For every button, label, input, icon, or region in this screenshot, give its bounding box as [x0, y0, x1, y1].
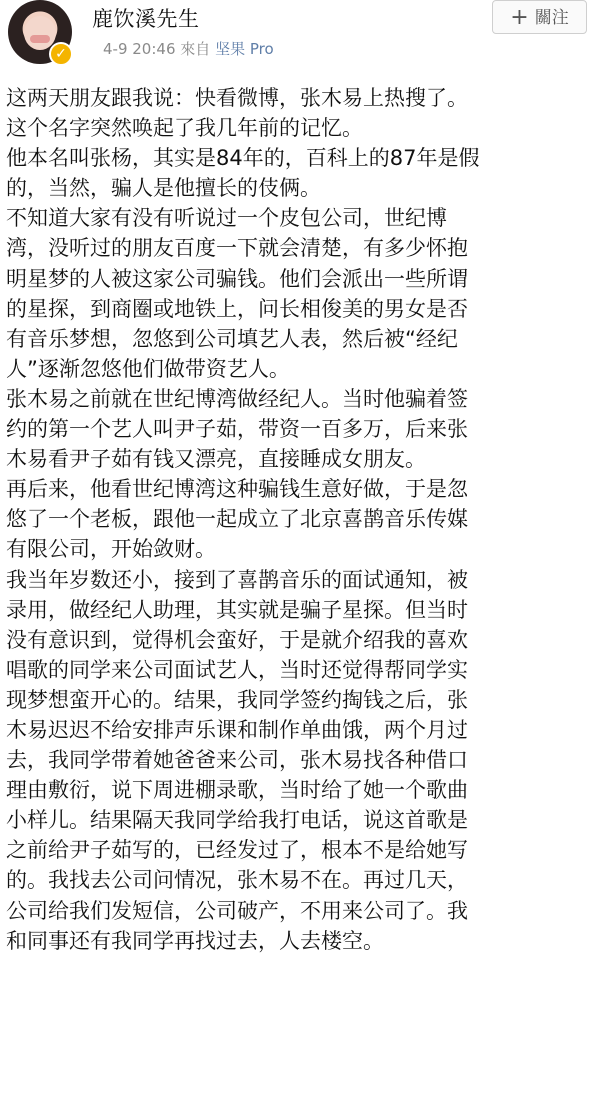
post-paragraph-4: 张木易之前就在世纪博湾做经纪人。当时他骗着签 约的第一个艺人叫尹子茹，带资一百多万，后来张 木易看尹子茹有钱又漂亮，直接睡成女朋友。 [6, 386, 468, 472]
post-source-app[interactable]: 坚果 Pro [215, 40, 274, 58]
post-source-prefix: 來自 [180, 40, 211, 58]
post-paragraph-2: 他本名叫张杨，其实是84年的，百科上的87年是假 的，当然，骗人是他擅长的伎俩。 [6, 146, 480, 201]
post-timestamp: 4-9 20:46 [103, 40, 176, 58]
post-paragraph-6: 我当年岁数还小，接到了喜鹊音乐的面试通知，被 录用，做经纪人助理，其实就是骗子星探。但当时 没有意识到，觉得机会蛮好，于是就介绍我的喜欢 唱歌的同学来公司面试艺人，当时还觉得帮同学实 现梦想蛮开心的。结果，我同学签约掏钱之后，张 木易迟迟不给安排声乐课和制作单曲饿，两个月过 去，我同学带着她爸爸来公司，张木易找各种借口 理由敷衍，说下周进棚录歌，当时给了她一个歌曲 小样儿。结果隔天我同学给我打电话，说这首歌是 之前给尹子茹写的，已经发过了，根本不是给她写 的。我找去公司问情况，张木易不在。再过几天， 公司给我们发短信，公司破产，不用来公司了。我 和同事还有我同学再找过去，人去楼空。 [6, 567, 468, 953]
author-name[interactable]: 鹿饮溪先生 [92, 7, 200, 31]
post-header [0, 0, 600, 74]
post-paragraph-1: 这两天朋友跟我说：快看微博，张木易上热搜了。 这个名字突然唤起了我几年前的记忆。 [6, 86, 468, 141]
plus-icon: + [510, 5, 529, 30]
verified-badge-icon: ✓ [49, 42, 73, 66]
post-paragraph-3: 不知道大家有没有听说过一个皮包公司，世纪博 湾，没听过的朋友百度一下就会清楚，有多少怀抱 明星梦的人被这家公司骗钱。他们会派出一些所谓 的星探，到商圈或地铁上，问长相俊美的男女是否 有音乐梦想，忽悠到公司填艺人表，然后被“经纪 人”逐渐忽悠他们做带资艺人。 [6, 206, 468, 381]
avatar-cheeks [30, 35, 50, 43]
follow-button-label: 關注 [534, 8, 569, 28]
post-meta [103, 39, 274, 59]
post-content [6, 83, 594, 956]
post-paragraph-5: 再后来，他看世纪博湾这种骗钱生意好做，于是忽 悠了一个老板，跟他一起成立了北京喜鹊音乐传媒 有限公司，开始敛财。 [6, 477, 468, 562]
follow-button[interactable] [492, 0, 587, 34]
